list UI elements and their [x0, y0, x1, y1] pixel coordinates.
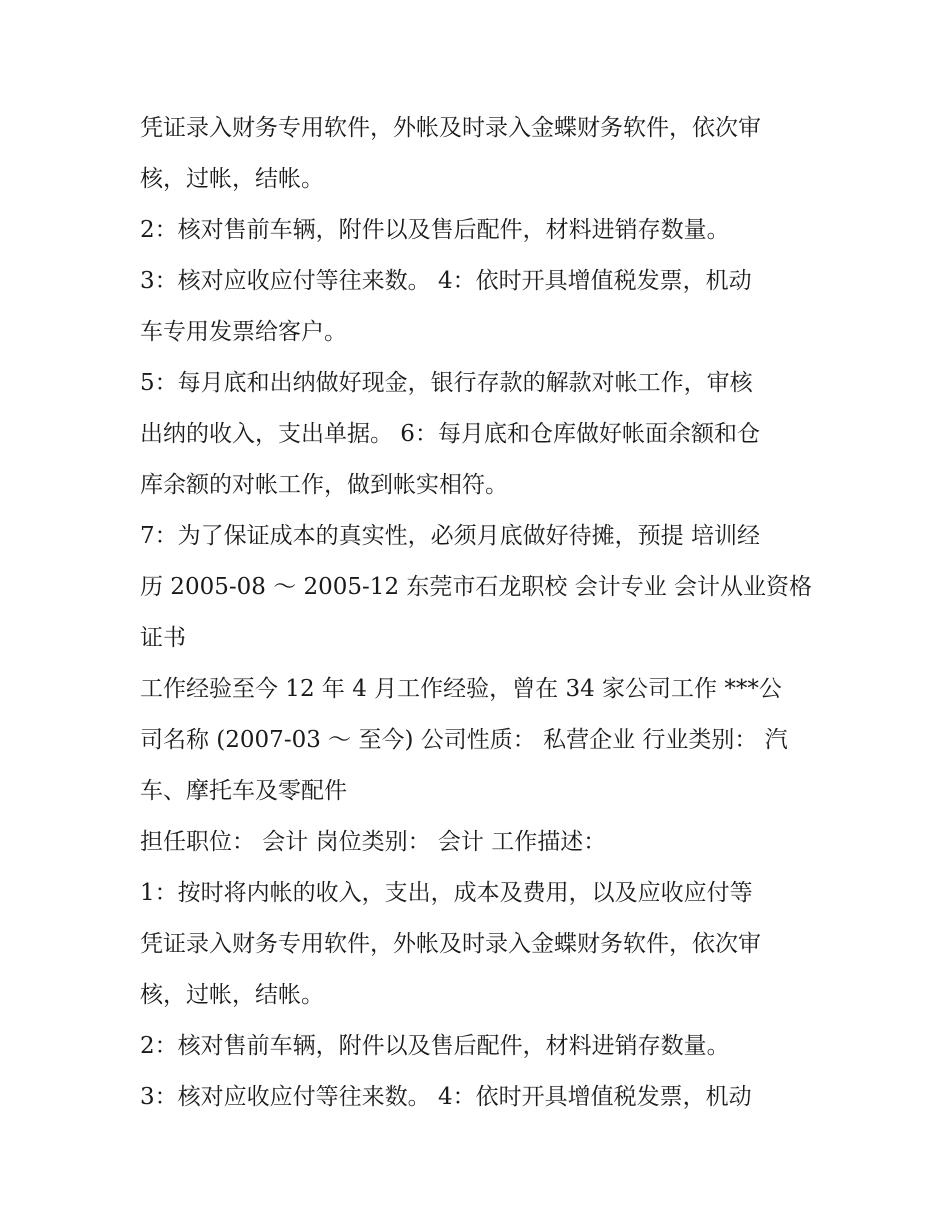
- text-line: 担任职位： 会计 岗位类别： 会计 工作描述：: [140, 829, 607, 855]
- text-line: 车、摩托车及零配件: [140, 778, 347, 804]
- text-line: 1：按时将内帐的收入，支出，成本及费用，以及应收应付等: [140, 880, 753, 906]
- text-line: 核，过帐，结帐。: [140, 166, 324, 192]
- text-line: 司名称 (2007-03 ～ 至今) 公司性质： 私营企业 行业类别： 汽: [140, 727, 788, 753]
- text-line: 出纳的收入，支出单据。 6：每月底和仓库做好帐面余额和仓: [140, 421, 760, 447]
- text-line: 3：核对应收应付等往来数。 4：依时开具增值税发票，机动: [140, 268, 752, 294]
- text-line: 3：核对应收应付等往来数。 4：依时开具增值税发票，机动: [140, 1084, 752, 1110]
- text-line: 车专用发票给客户。: [140, 319, 347, 345]
- text-line: 历 2005-08 ～ 2005-12 东莞市石龙职校 会计专业 会计从业资格: [140, 574, 813, 600]
- text-line: 证书: [140, 625, 186, 651]
- document-body: [140, 103, 820, 1123]
- text-line: 7：为了保证成本的真实性，必须月底做好待摊，预提 培训经: [140, 523, 760, 549]
- text-line: 5：每月底和出纳做好现金，银行存款的解款对帐工作，审核: [140, 370, 753, 396]
- text-line: 2：核对售前车辆，附件以及售后配件，材料进销存数量。: [140, 217, 730, 243]
- text-line: 凭证录入财务专用软件，外帐及时录入金蝶财务软件，依次审: [140, 931, 761, 957]
- text-line: 库余额的对帐工作，做到帐实相符。: [140, 472, 508, 498]
- text-line: 2：核对售前车辆，附件以及售后配件，材料进销存数量。: [140, 1033, 730, 1059]
- text-line: 核，过帐，结帐。: [140, 982, 324, 1008]
- text-line: 工作经验至今 12 年 4 月工作经验，曾在 34 家公司工作 ***公: [140, 676, 782, 702]
- text-line: 凭证录入财务专用软件，外帐及时录入金蝶财务软件，依次审: [140, 115, 761, 141]
